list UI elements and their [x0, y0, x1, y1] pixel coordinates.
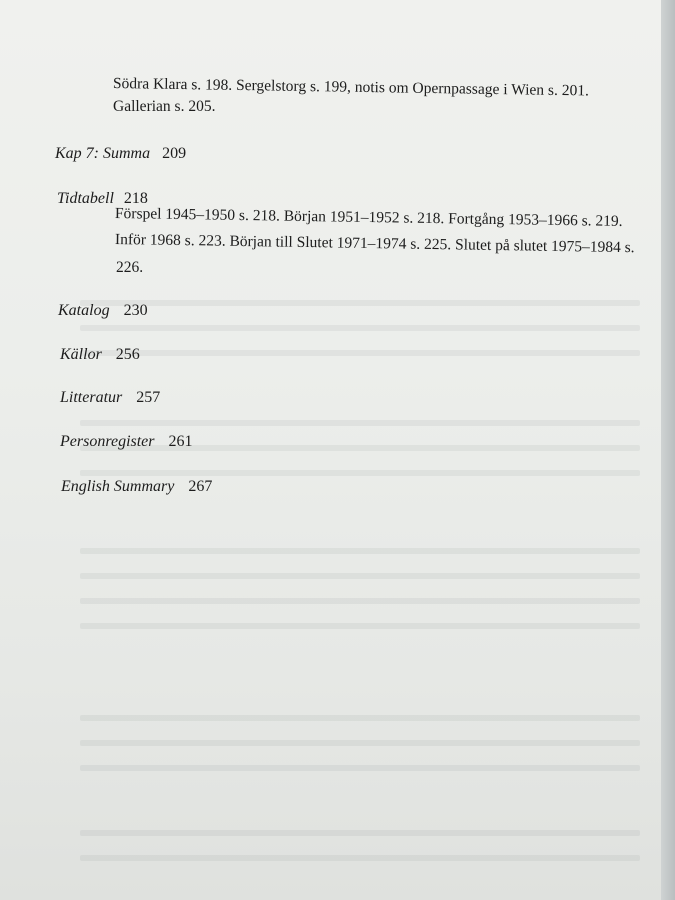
toc-entry-litteratur: [60, 389, 160, 407]
toc-title: Tidtabell: [57, 190, 114, 207]
page-edge-shadow: [661, 0, 675, 900]
toc-entry-kap7: [55, 145, 186, 163]
toc-page: 209: [162, 145, 187, 162]
toc-page: 256: [115, 346, 140, 363]
toc-title: Katalog: [58, 302, 110, 319]
show-through: [80, 715, 640, 721]
show-through: [80, 470, 640, 476]
show-through: [80, 623, 640, 629]
toc-page: 257: [136, 389, 161, 406]
toc-page: 218: [123, 190, 148, 207]
show-through: [80, 598, 640, 604]
toc-page: 261: [168, 433, 193, 450]
toc-entry-personregister: [60, 433, 193, 451]
continuation-line-1: Södra Klara s. 198. Sergelstorg s. 199, notis om Opernpassage i Wien s. 201.: [112, 75, 590, 100]
toc-entry-katalog: [58, 302, 148, 320]
show-through: [80, 548, 640, 554]
toc-entry-kallor: [60, 346, 140, 364]
toc-title: Litteratur: [60, 389, 123, 406]
toc-title: Källor: [60, 346, 102, 363]
show-through: [80, 855, 640, 861]
toc-page: 230: [123, 302, 148, 319]
toc-entry-english-summary: [61, 478, 212, 496]
show-through: [80, 765, 640, 771]
show-through: [80, 350, 640, 356]
toc-title: Personregister: [60, 433, 155, 450]
show-through: [80, 325, 640, 331]
show-through: [80, 740, 640, 746]
continuation-line-2: Gallerian s. 205.: [113, 98, 216, 115]
show-through: [80, 420, 640, 426]
tidtabell-sub-line-3: 226.: [116, 259, 144, 276]
show-through: [80, 830, 640, 836]
toc-title: English Summary: [61, 478, 175, 495]
tidtabell-sub-line-2: Inför 1968 s. 223. Början till Slutet 1971–1974 s. 225. Slutet på slutet 1975–1984 s.: [114, 231, 635, 257]
tidtabell-sub-line-1: Förspel 1945–1950 s. 218. Början 1951–1952 s. 218. Fortgång 1953–1966 s. 219.: [114, 205, 623, 230]
show-through: [80, 300, 640, 306]
toc-page: 267: [188, 478, 213, 495]
toc-title: Kap 7: Summa: [55, 145, 151, 162]
show-through: [80, 573, 640, 579]
